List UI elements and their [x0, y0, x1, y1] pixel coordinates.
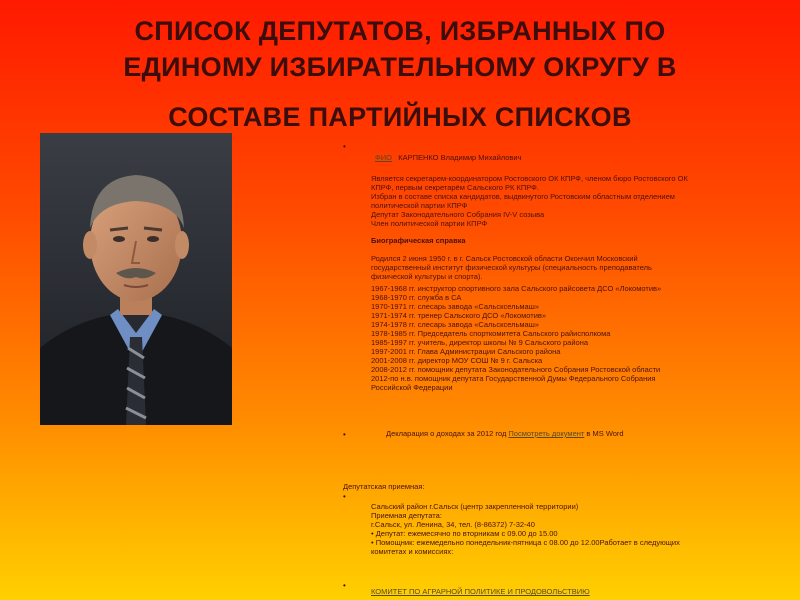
- declaration-line: [386, 429, 624, 438]
- declaration-prefix: Декларация о доходах за 2012 год: [386, 429, 509, 438]
- portrait-image: [40, 133, 232, 425]
- bio-text: [371, 254, 652, 281]
- deputy-intro: [371, 174, 688, 228]
- reception-line: Сальский район г.Сальск (центр закрепленной территории): [371, 502, 579, 511]
- reception-line: комитетах и комиссиях:: [371, 547, 454, 556]
- bullet-marker: •: [343, 492, 346, 501]
- reception-line: г.Сальск, ул. Ленина, 34, тел. (8-86372) 7-32-40: [371, 520, 535, 529]
- career-item: Российской Федерации: [371, 383, 453, 392]
- deputy-photo: [40, 133, 232, 425]
- page-title-line-1: СПИСОК ДЕПУТАТОВ, ИЗБРАННЫХ ПО: [134, 16, 666, 46]
- bullet-marker: •: [343, 142, 346, 151]
- career-item: 1985-1997 гг. учитель, директор школы № 9 Сальского района: [371, 338, 589, 347]
- reception-line: Приемная депутата:: [371, 511, 442, 520]
- reception-line: • Депутат: ежемесячно по вторникам с 09.00 до 15.00: [371, 529, 558, 538]
- deputy-name: КАРПЕНКО Владимир Михайлович: [398, 153, 522, 162]
- bullet-marker: •: [343, 430, 346, 439]
- career-item: 1978-1985 гг. Председатель спорткомитета Сальского райисполкома: [371, 329, 611, 338]
- intro-line: Член политической партии КПРФ: [371, 219, 488, 228]
- page-title-line-2: ЕДИНОМУ ИЗБИРАТЕЛЬНОМУ ОКРУГУ В: [123, 52, 677, 82]
- career-item: 2008-2012 гг. помощник депутата Законодательного Собрания Ростовской области: [371, 365, 661, 374]
- intro-line: Избран в составе списка кандидатов, выдвинутого Ростовским областным отделением: [371, 192, 675, 201]
- career-item: 2012-по н.в. помощник депутата Государственной Думы Федерального Собрания: [371, 374, 656, 383]
- intro-line: Депутат Законодательного Собрания IV-V созыва: [371, 210, 545, 219]
- reception-heading: Депутатская приемная:: [343, 482, 425, 491]
- committee-link[interactable]: КОМИТЕТ ПО АГРАРНОЙ ПОЛИТИКЕ И ПРОДОВОЛЬСТВИЮ: [371, 587, 590, 596]
- career-item: 1967-1968 гг. инструктор спортивного зала Сальского райсовета ДСО «Локомотив»: [371, 284, 662, 293]
- bullet-marker: •: [343, 581, 346, 590]
- bio-line: физической культуры и спорта).: [371, 272, 483, 281]
- career-item: 1970-1971 гг. слесарь завода «Сальсксельмаш»: [371, 302, 539, 311]
- career-item: 1997-2001 гг. Глава Администрации Сальского района: [371, 347, 561, 356]
- career-item: 1971-1974 гг. тренер Сальского ДСО «Локомотив»: [371, 311, 547, 320]
- view-document-link[interactable]: Посмотреть документ: [508, 429, 585, 438]
- intro-line: Является секретарем-координатором Ростовского ОК КПРФ, членом бюро Ростовского ОК: [371, 174, 688, 183]
- deputy-name-line: [375, 153, 521, 162]
- bio-line: Родился 2 июня 1950 г. в г. Сальск Ростовской области Окончил Московский: [371, 254, 638, 263]
- page-title-line-3: СОСТАВЕ ПАРТИЙНЫХ СПИСКОВ: [168, 102, 632, 132]
- career-list: [371, 284, 661, 392]
- reception-line: • Помощник: ежемедельно понедельник-пятница с 08.00 до 12.00Работает в следующих: [371, 538, 680, 547]
- career-item: 1974-1978 гг. слесарь завода «Сальсксельмаш»: [371, 320, 539, 329]
- intro-line: КПРФ, первым секретарём Сальского РК КПРФ.: [371, 183, 539, 192]
- career-item: 2001-2008 гг. директор МОУ СОШ № 9 г. Сальска: [371, 356, 543, 365]
- intro-line: политической партии КПРФ: [371, 201, 468, 210]
- fio-link[interactable]: ФИО: [375, 153, 392, 162]
- career-item: 1968-1970 гг. служба в СА: [371, 293, 462, 302]
- bio-line: государственный институт физической культуры (специальность преподаватель: [371, 263, 652, 272]
- declaration-suffix: в MS Word: [584, 429, 624, 438]
- bio-heading: Биографическая справка: [371, 236, 466, 245]
- reception-details: [371, 502, 680, 556]
